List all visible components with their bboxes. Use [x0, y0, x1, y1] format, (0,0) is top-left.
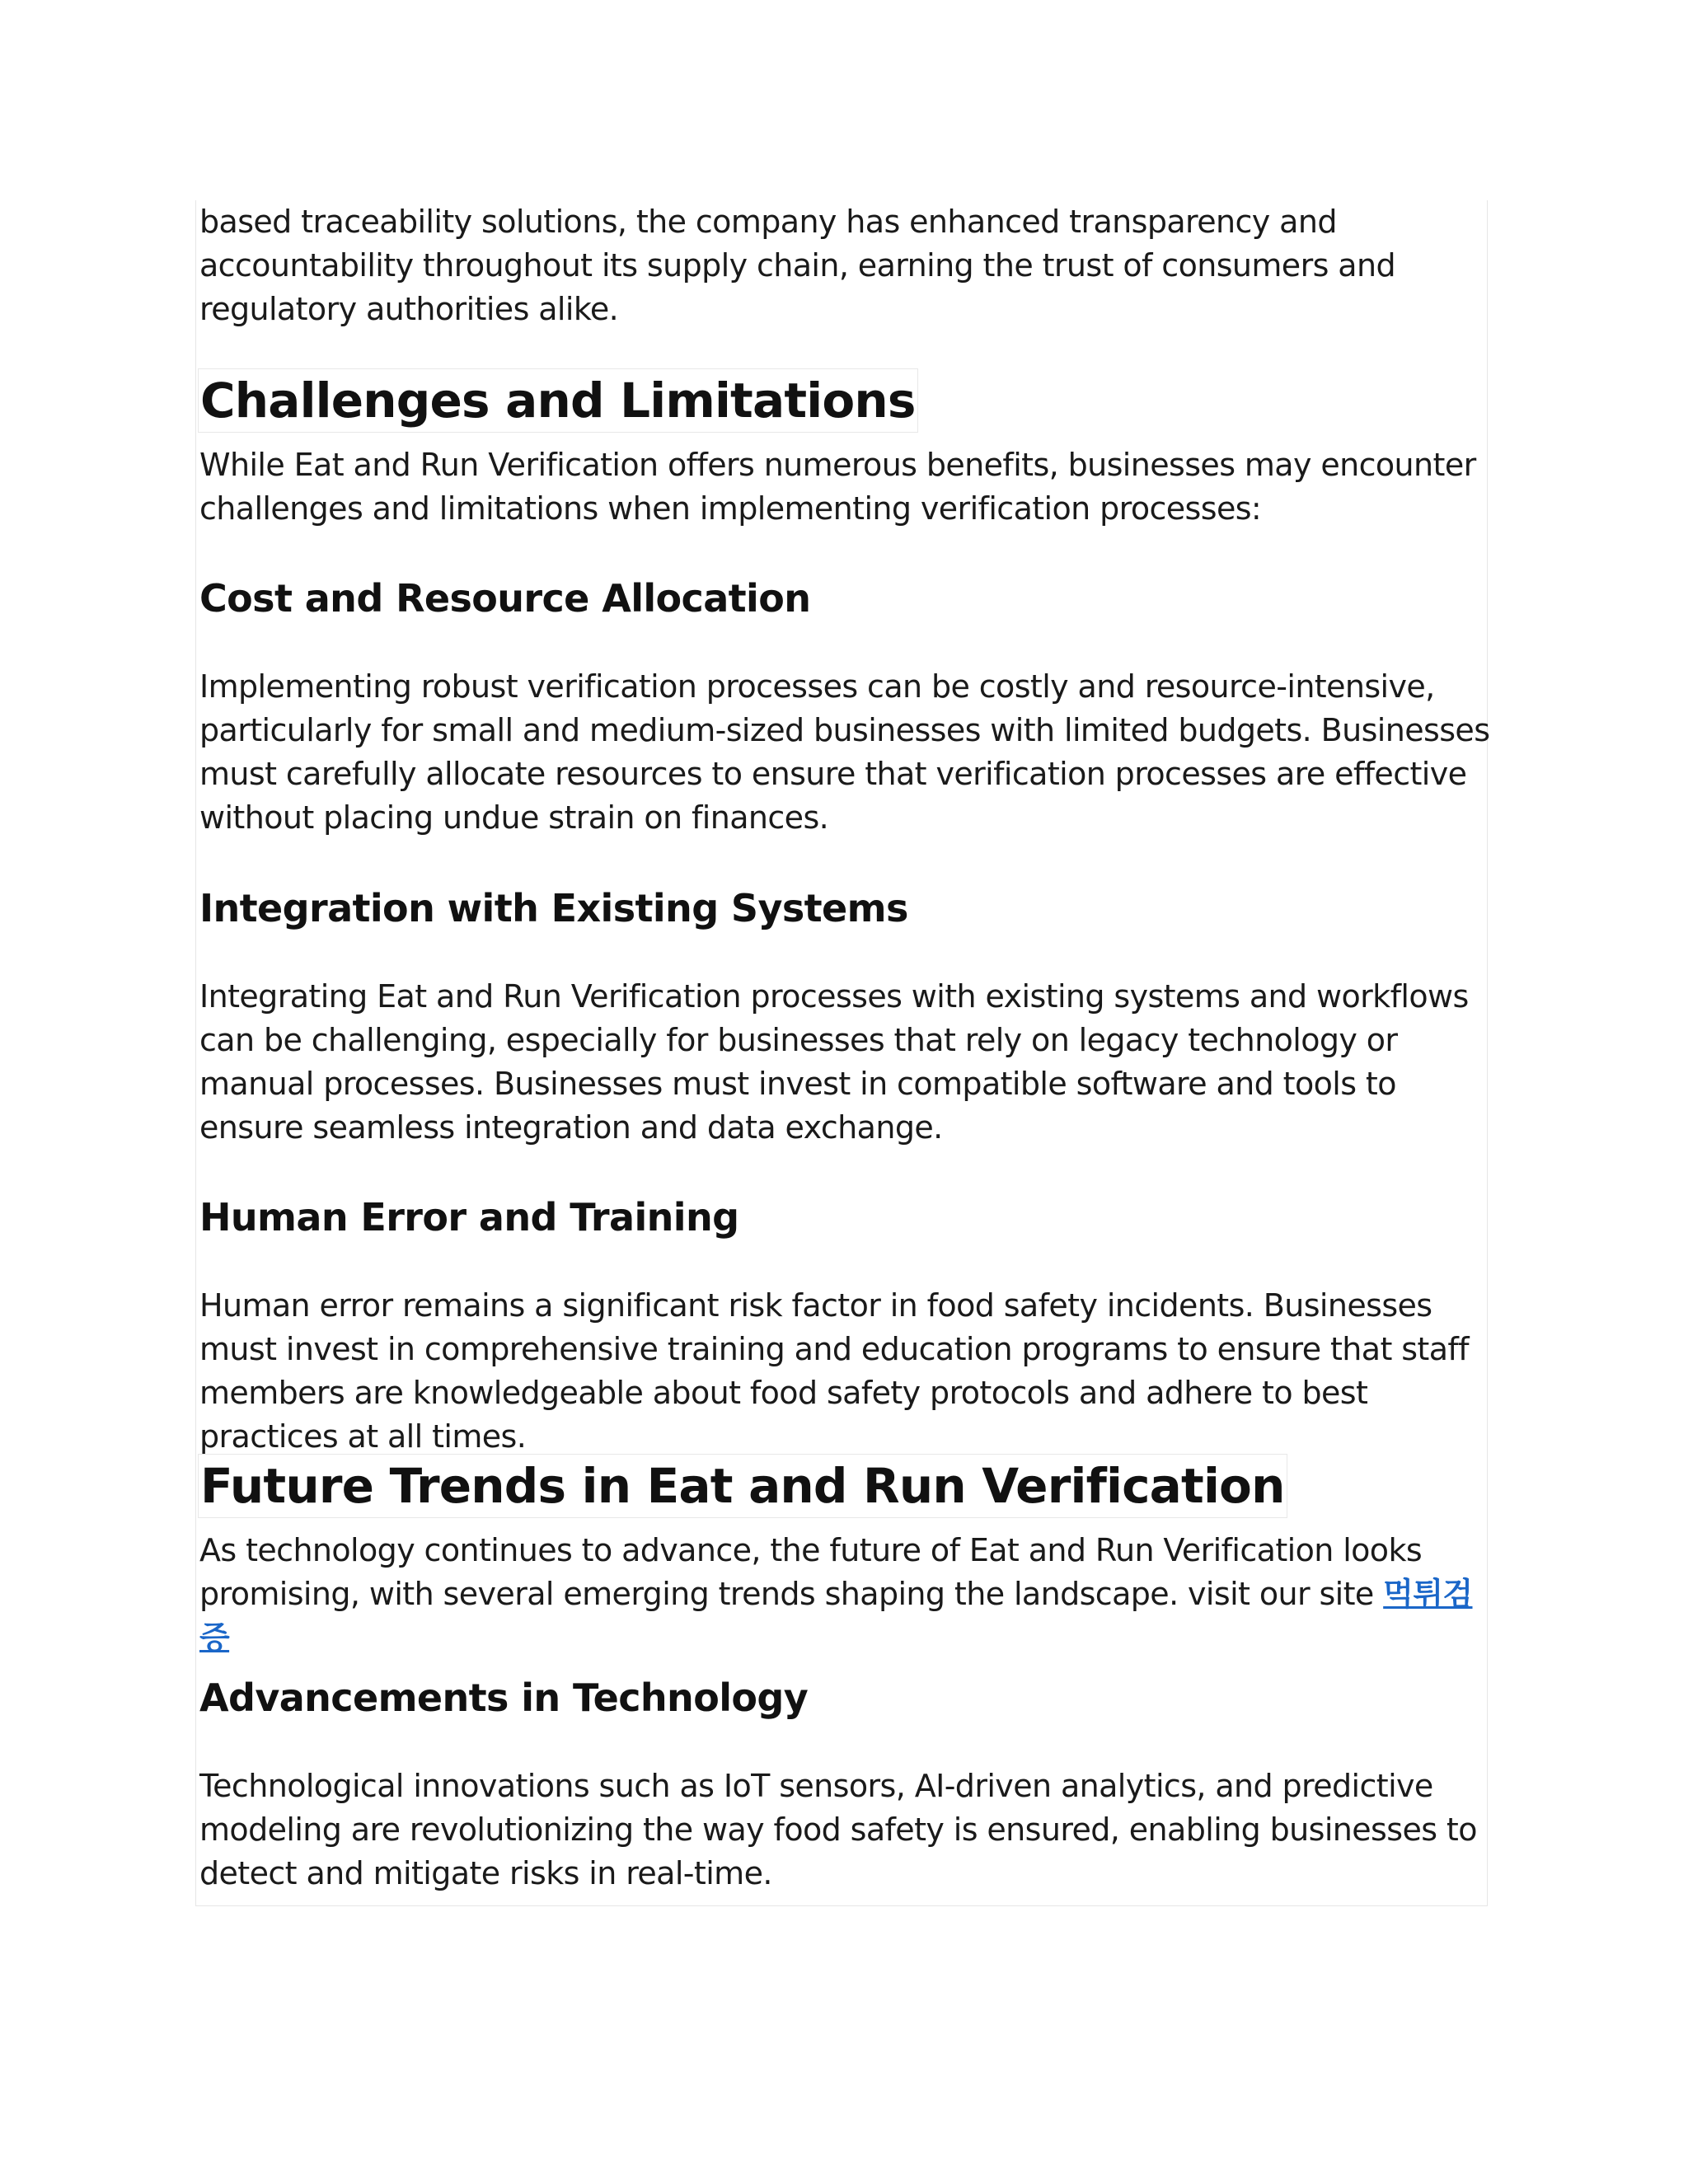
- intro-paragraph: based traceability solutions, the company has enhanced transparency and accountability throughout its supply chain, earning the trust of consumers and regulatory authorities alike.: [199, 204, 1395, 327]
- human-error-body: Human error remains a significant risk factor in food safety incidents. Businesses must invest in comprehensive training and education programs to ensure that staff members are knowledgeable about food safety protocols and adhere to best practices at all times.: [199, 1287, 1469, 1455]
- future-intro-text: As technology continues to advance, the future of Eat and Run Verification looks promising, with several emerging trends shaping the landscape. visit our site: [199, 1532, 1423, 1612]
- cost-body: Implementing robust verification processes can be costly and resource-intensive, particularly for small and medium-sized businesses with limited budgets. Businesses must carefully allocate resources to ensure that verification processes are effective without placing undue strain on finances.: [199, 668, 1490, 836]
- challenges-heading: Challenges and Limitations: [198, 368, 918, 433]
- integration-heading: Integration with Existing Systems: [199, 886, 908, 930]
- technology-heading: Advancements in Technology: [199, 1675, 809, 1720]
- technology-body: Technological innovations such as IoT sensors, AI-driven analytics, and predictive modeling are revolutionizing the way food safety is ensured, enabling businesses to detect and mitigate risks in real-time.: [199, 1768, 1477, 1891]
- cost-heading: Cost and Resource Allocation: [199, 576, 811, 621]
- challenges-intro: While Eat and Run Verification offers numerous benefits, businesses may encounter challenges and limitations when implementing verification processes:: [199, 447, 1476, 527]
- integration-body: Integrating Eat and Run Verification processes with existing systems and workflows can be challenging, especially for businesses that rely on legacy technology or manual processes. Businesses must invest in compatible software and tools to ensure seamless integration and data exchange.: [199, 978, 1469, 1146]
- future-heading: Future Trends in Eat and Run Verification: [198, 1454, 1287, 1518]
- human-error-heading: Human Error and Training: [199, 1195, 739, 1240]
- future-intro: [199, 1529, 1493, 1660]
- site-link[interactable]: 먹튀검증: [199, 1576, 1473, 1656]
